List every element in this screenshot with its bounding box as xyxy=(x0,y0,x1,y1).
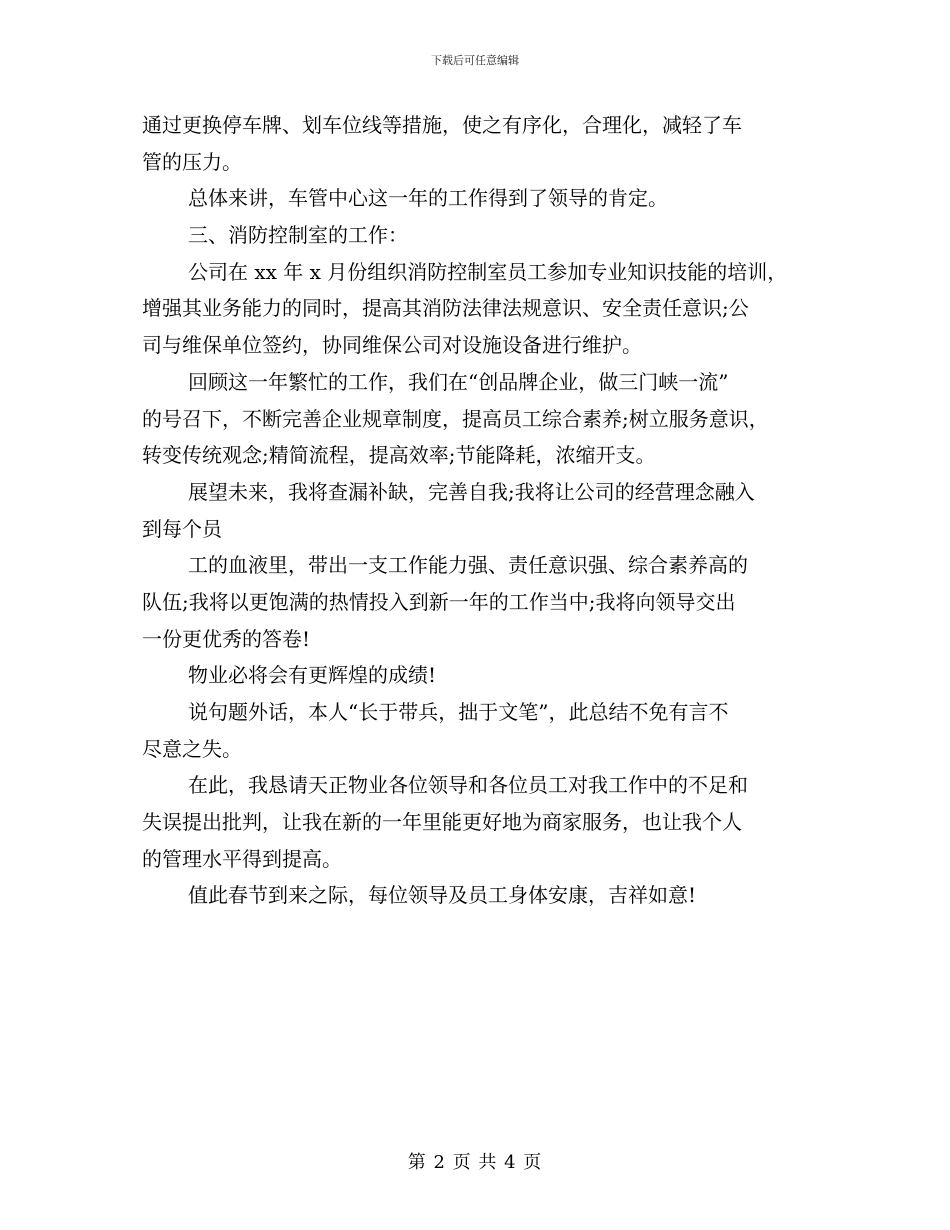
page-number: 第 2 页 共 4 页 xyxy=(407,1152,543,1173)
text-line: 通过更换停车牌、划车位线等措施，使之有序化，合理化，减轻了车 xyxy=(142,113,742,137)
document-body xyxy=(142,107,822,914)
text-line: 尽意之失。 xyxy=(142,736,242,761)
text-line: 公司在 xx 年 x 月份组织消防控制室员工参加专业知识技能的培训， xyxy=(188,259,788,284)
text-line: 在此，我恳请天正物业各位领导和各位员工对我工作中的不足和 xyxy=(188,773,748,798)
text-line: 司与维保单位签约，协同维保公司对设施设备进行维护。 xyxy=(142,333,642,358)
text-line: 一份更优秀的答卷! xyxy=(142,626,311,651)
text-line: 到每个员 xyxy=(142,516,222,541)
text-line: 失误提出批判，让我在新的一年里能更好地为商家服务，也让我个人 xyxy=(142,810,742,835)
text-line: 的管理水平得到提高。 xyxy=(142,846,342,871)
text-line: 展望未来，我将查漏补缺，完善自我;我将让公司的经营理念融入 xyxy=(188,479,755,504)
text-line: 说句题外话，本人“长于带兵，拙于文笔”，此总结不免有言不 xyxy=(188,700,729,724)
text-line: 的号召下，不断完善企业规章制度，提高员工综合素养;树立服务意识， xyxy=(142,406,769,431)
text-line: 值此春节到来之际，每位领导及员工身体安康，吉祥如意! xyxy=(188,883,697,908)
text-line: 物业必将会有更辉煌的成绩! xyxy=(188,663,437,688)
page-header: 下载后可任意编辑 xyxy=(431,54,519,67)
section-heading: 三、消防控制室的工作： xyxy=(188,223,408,248)
text-line: 管的压力。 xyxy=(142,149,242,174)
text-line: 转变传统观念;精简流程，提高效率;节能降耗，浓缩开支。 xyxy=(142,443,656,468)
text-line: 增强其业务能力的同时，提高其消防法律法规意识、安全责任意识;公 xyxy=(142,296,749,321)
text-line: 工的血液里，带出一支工作能力强、责任意识强、综合素养高的 xyxy=(188,553,748,578)
text-line: 队伍;我将以更饱满的热情投入到新一年的工作当中;我将向领导交出 xyxy=(142,589,736,614)
text-line: 总体来讲，车管中心这一年的工作得到了领导的肯定。 xyxy=(188,186,668,211)
text-line: 回顾这一年繁忙的工作，我们在“创品牌企业，做三门峡一流” xyxy=(188,369,729,394)
